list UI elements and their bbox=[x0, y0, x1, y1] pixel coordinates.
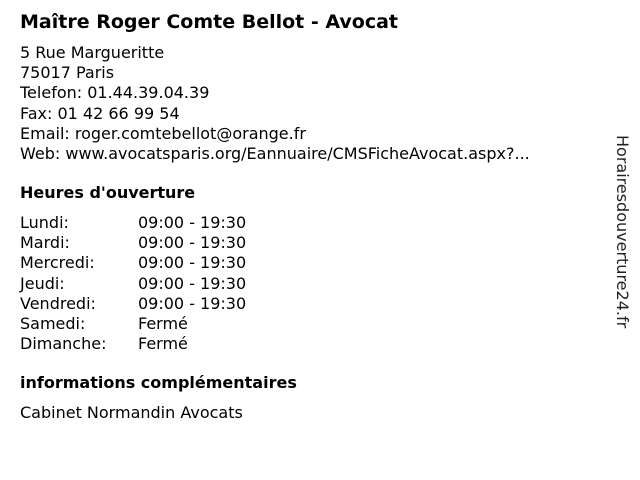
site-watermark: Horairesdouverture24.fr bbox=[613, 135, 632, 329]
opening-hours-heading: Heures d'ouverture bbox=[20, 183, 196, 202]
hours-row-sunday bbox=[20, 334, 246, 354]
fax-number: Fax: 01 42 66 99 54 bbox=[20, 103, 180, 123]
address-street: 5 Rue Margueritte bbox=[20, 43, 165, 62]
contact-block bbox=[20, 43, 530, 164]
hours-row-tuesday bbox=[20, 233, 246, 253]
hours-row-monday bbox=[20, 213, 246, 233]
day-label: Samedi: bbox=[20, 314, 86, 334]
day-hours: 09:00 - 19:30 bbox=[138, 273, 247, 293]
page-title: Maître Roger Comte Bellot - Avocat bbox=[20, 11, 399, 33]
opening-hours-table bbox=[20, 213, 246, 354]
day-hours: 09:00 - 19:30 bbox=[138, 233, 247, 253]
hours-row-saturday bbox=[20, 314, 246, 334]
hours-row-friday bbox=[20, 294, 246, 314]
day-hours: 09:00 - 19:30 bbox=[138, 293, 247, 313]
phone-number: Telefon: 01.44.39.04.39 bbox=[20, 83, 210, 103]
day-label: Mardi: bbox=[20, 233, 70, 253]
hours-row-thursday bbox=[20, 274, 246, 294]
day-hours: 09:00 - 19:30 bbox=[138, 213, 247, 232]
address-city: 75017 Paris bbox=[20, 63, 115, 83]
day-label: Jeudi: bbox=[20, 273, 65, 293]
day-label: Dimanche: bbox=[20, 334, 107, 354]
day-label: Mercredi: bbox=[20, 253, 95, 273]
day-hours: 09:00 - 19:30 bbox=[138, 253, 247, 273]
website-url: Web: www.avocatsparis.org/Eannuaire/CMSFicheAvocat.aspx?... bbox=[20, 144, 530, 164]
additional-info-heading: informations complémentaires bbox=[20, 373, 297, 392]
hours-row-wednesday bbox=[20, 253, 246, 273]
day-hours: Fermé bbox=[138, 334, 188, 354]
day-hours: Fermé bbox=[138, 314, 188, 334]
additional-info-text: Cabinet Normandin Avocats bbox=[20, 403, 243, 422]
day-label: Vendredi: bbox=[20, 293, 96, 313]
email-address: Email: roger.comtebellot@orange.fr bbox=[20, 123, 306, 143]
day-label: Lundi: bbox=[20, 213, 69, 232]
